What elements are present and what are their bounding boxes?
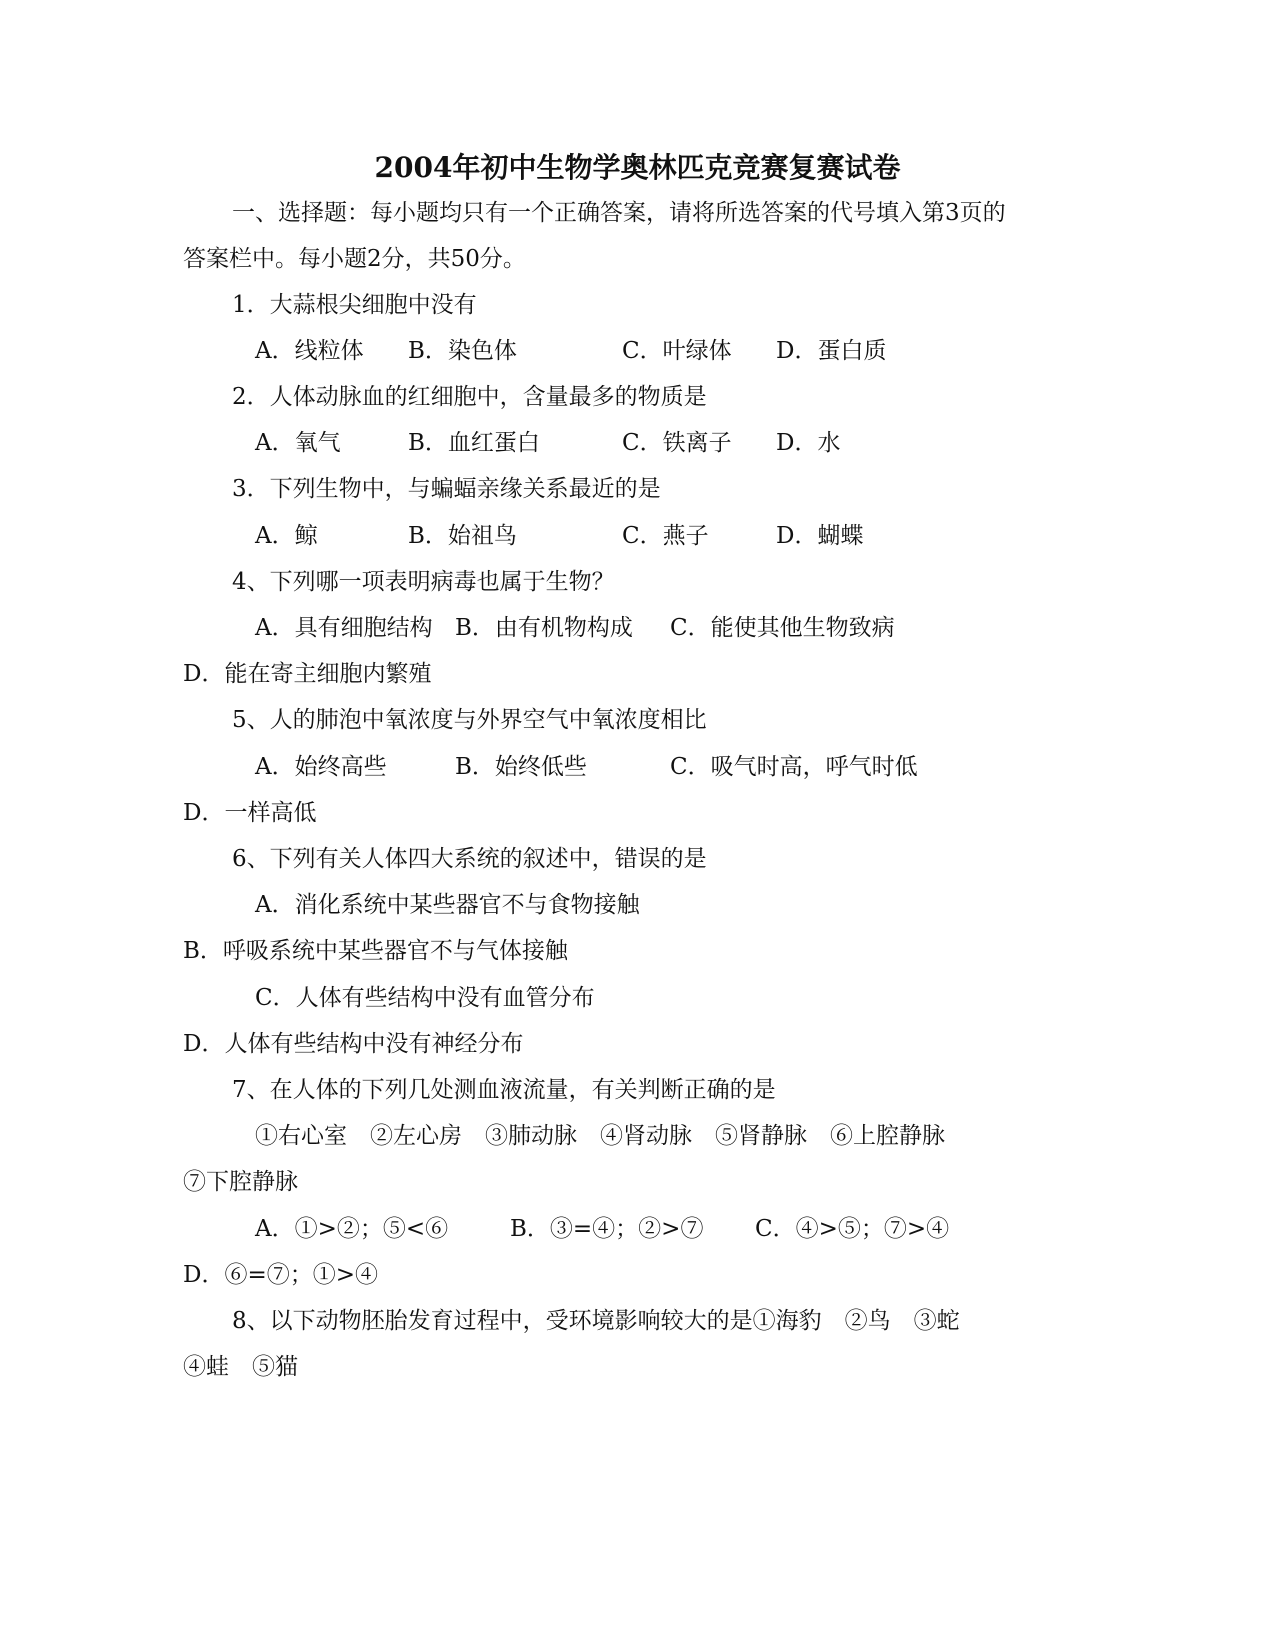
question-6-option-d: D．人体有些结构中没有神经分布: [183, 1031, 524, 1057]
question-4-option-a: A．具有细胞结构: [255, 615, 433, 641]
question-5-option-a: A．始终高些: [255, 754, 387, 780]
question-4-option-b: B．由有机物构成: [455, 615, 633, 641]
question-7-option-d: D．⑥=⑦；①>④: [183, 1262, 378, 1288]
question-3-option-c: C．燕子: [622, 523, 709, 549]
question-2-option-b: B．血红蛋白: [408, 430, 540, 456]
question-5-stem: 5、人的肺泡中氧浓度与外界空气中氧浓度相比: [232, 707, 707, 733]
question-4-stem: 4、下列哪一项表明病毒也属于生物？: [232, 569, 615, 595]
question-4-option-c: C．能使其他生物致病: [670, 615, 895, 641]
section-instructions-line1: 一、选择题：每小题均只有一个正确答案，请将所选答案的代号填入第3页的: [232, 200, 1006, 226]
question-1-stem: 1．大蒜根尖细胞中没有: [232, 292, 477, 318]
question-5-option-b: B．始终低些: [455, 754, 587, 780]
question-1-option-d: D．蛋白质: [776, 338, 887, 364]
question-5-option-d: D．一样高低: [183, 800, 317, 826]
question-7-items-line1: ①右心室 ②左心房 ③肺动脉 ④肾动脉 ⑤肾静脉 ⑥上腔静脉: [255, 1123, 945, 1149]
question-5-option-c: C．吸气时高，呼气时低: [670, 754, 918, 780]
question-4-option-d: D．能在寄主细胞内繁殖: [183, 661, 432, 687]
question-3-stem: 3．下列生物中，与蝙蝠亲缘关系最近的是: [232, 476, 661, 502]
question-6-option-b: B．呼吸系统中某些器官不与气体接触: [183, 938, 568, 964]
section-instructions-line2: 答案栏中。每小题2分，共50分。: [183, 246, 526, 272]
question-8-stem-line2: ④蛙 ⑤猫: [183, 1354, 298, 1380]
question-6-option-c: C．人体有些结构中没有血管分布: [255, 985, 595, 1011]
question-7-items-line2: ⑦下腔静脉: [183, 1169, 298, 1195]
question-7-option-b: B．③=④；②>⑦: [510, 1216, 704, 1242]
question-1-option-b: B．染色体: [408, 338, 517, 364]
question-7-stem: 7、在人体的下列几处测血液流量，有关判断正确的是: [232, 1077, 776, 1103]
question-1-option-c: C．叶绿体: [622, 338, 732, 364]
question-2-stem: 2．人体动脉血的红细胞中，含量最多的物质是: [232, 384, 707, 410]
question-2-option-d: D．水: [776, 430, 841, 456]
question-7-option-a: A．①>②；⑤<⑥: [255, 1216, 449, 1242]
page-title: 2004年初中生物学奥林匹克竞赛复赛试卷: [374, 151, 901, 184]
question-2-option-c: C．铁离子: [622, 430, 732, 456]
question-7-option-c: C．④>⑤；⑦>④: [755, 1216, 950, 1242]
question-2-option-a: A．氧气: [255, 430, 341, 456]
question-3-option-b: B．始祖鸟: [408, 523, 517, 549]
question-6-option-a: A．消化系统中某些器官不与食物接触: [255, 892, 640, 918]
question-8-stem: 8、以下动物胚胎发育过程中，受环境影响较大的是①海豹 ②鸟 ③蛇: [232, 1308, 960, 1334]
question-3-option-d: D．蝴蝶: [776, 523, 864, 549]
question-1-option-a: A．线粒体: [255, 338, 364, 364]
question-6-stem: 6、下列有关人体四大系统的叙述中，错误的是: [232, 846, 707, 872]
question-3-option-a: A．鲸: [255, 523, 318, 549]
